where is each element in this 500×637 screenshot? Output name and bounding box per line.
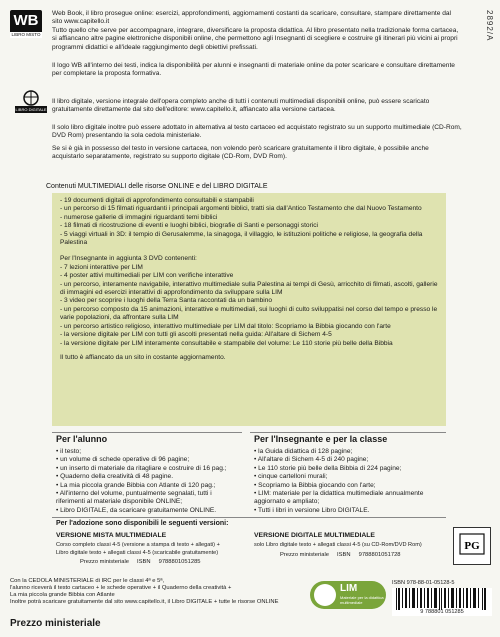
digitale-line1: solo Libro digitale testo + allegati classi 4-5 (su CD-Rom/DVD Rom): [254, 542, 422, 548]
lim-badge: [310, 581, 386, 609]
list-item: - un percorso di 15 filmati riguardanti i principali argomenti biblici, tratti sia dall'Antico Testamento che dal Nuovo Testamento: [60, 205, 422, 213]
list-item: - 18 filmati di ricostruzione di eventi e luoghi biblici, biografie di Santi e personaggi storici: [60, 222, 319, 230]
insegnante-list: [254, 448, 448, 515]
list-item: - un percorso composto da 15 animazioni, interattive e multimediali, sui luoghi di culto sviluppatisi nel corso del tempo e presso le varie popolazioni, da affrontare sulla LIM: [60, 305, 438, 322]
list-item: • Tutti i libri in versione Libro DIGITALE.: [254, 506, 370, 514]
list-item: • Le 110 storie più belle della Bibbia di 224 pagine;: [254, 464, 402, 472]
contents-title: Contenuti MULTIMEDIALI delle risorse ONLINE e del LIBRO DIGITALE: [46, 183, 268, 190]
teacher-intro: Per l'Insegnante in aggiunta 3 DVD contenenti:: [60, 255, 197, 263]
footer-l4: Inoltre potrà scaricare gratuitamente dal sito www.capitello.it, il Libro DIGITALE + tutte le risorse ONLINE: [10, 599, 279, 605]
list-item: - un percorso, interamente navigabile, interattivo multimediale sulla Palestina ai tempi di Gesù, arricchito di filmati, ascolti, gallerie di immagini ed esercizi interattivi di approfondimento da sviluppare sulla LIM: [60, 280, 438, 297]
list-item: - numerose gallerie di immagini riguardanti temi biblici: [60, 213, 218, 221]
list-item: - la versione digitale per LIM interamente consultabile e stampabile del volume: Le 110 storie più belle della Bibbia: [60, 339, 393, 347]
libro-digitale-icon: [14, 88, 48, 114]
site-note: Il tutto è affiancato da un sito in costante aggiornamento.: [60, 353, 226, 361]
footer-l2: l'alunno riceverà il testo cartaceo + le schede operative + il Quaderno della creatività +: [10, 585, 232, 591]
divider-adozione: [52, 517, 446, 518]
barcode: [392, 588, 492, 616]
list-item: • LIM: materiale per la didattica multimediale annualmente aggiornato e ampliato;: [254, 490, 424, 506]
adozione-title: Per l'adozione sono disponibili le seguenti versioni:: [56, 520, 229, 527]
mista-line1: Corso completo classi 4-5 (versione a stampa di testo + allegati) +: [56, 542, 220, 548]
alunno-list: [56, 448, 240, 515]
list-item: - 19 documenti digitali di approfondimento consultabili e stampabili: [60, 197, 254, 204]
lim-sub: Materiale per la didattica multimediale: [340, 595, 384, 605]
digitale-title: VERSIONE DIGITALE MULTIMEDIALE: [254, 532, 375, 539]
list-item: - 4 poster attivi multimediali per LIM con verifiche interattive: [60, 272, 234, 280]
list-item: - la versione digitale per LIM con tutti gli ascolti presentati nella guida: All'altare di Sichem 4-5: [60, 331, 332, 339]
isbn-label: ISBN 978-88-01-05128-5: [392, 580, 455, 586]
logo-sub: LIBRO MISTO: [11, 32, 41, 37]
list-item: - 7 lezioni interattive per LIM: [60, 263, 143, 271]
digitale-line2: Prezzo ministeriale ISBN 9788801051728: [280, 552, 401, 558]
list-item: • un volume di schede operative di 96 pagine;: [56, 456, 190, 464]
list-item: - 5 viaggi virtuali in 3D: il tempio di Gerusalemme, la sinagoga, il villaggio, le istituzioni politiche e religiose, la geografia della Palestina: [60, 230, 423, 247]
list-item: • Libro DIGITALE, da scaricare gratuitamente ONLINE.: [56, 506, 217, 514]
list-item: • cinque cartelloni murali;: [254, 473, 328, 481]
logo-text: WB: [13, 12, 39, 29]
prezzo-ministeriale: Prezzo ministeriale: [10, 618, 101, 629]
webbook-logo: [10, 10, 42, 38]
list-item: • Quaderno della creatività di 48 pagine.: [56, 473, 174, 481]
list-item: - 3 video per scoprire i luoghi della Terra Santa raccontati da un bambino: [60, 297, 273, 305]
intro-p2: Tutto quello che serve per accompagnare, integrare, diversificare la proposta didattica. Al libro presentato nella tradizionale forma cartacea, si affiancano altre pagine elettroniche disponibili online, che permettono agli Insegnanti di scegliere e costruire gli itinerari più vicini ai propri programmi didattici e all'ideale raggiungimento degli obiettivi prefissati.: [52, 27, 459, 51]
lim-title: LIM: [340, 583, 358, 594]
libro-digitale-label: LIBRO DIGITALE: [15, 107, 47, 112]
list-item: - un percorso artistico religioso, interattivo multimediale per LIM dal titolo: Scopriamo la Bibbia giocando con l'arte: [60, 322, 391, 330]
list-item: • la Guida didattica di 128 pagine;: [254, 448, 353, 455]
contents-box: [52, 193, 446, 426]
divider-right: [250, 432, 446, 433]
teacher-dvd-list: [60, 264, 440, 348]
list-item: • All'altare di Sichem 4-5 di 240 pagine;: [254, 456, 369, 464]
intro-p4: Il libro digitale, versione integrale dell'opera completo anche di tutti i contenuti multimediali disponibili online, può essere scaricato gratuitamente direttamente dal sito dell'editore: www.capitello.it, affiancato alla versione cartacea.: [52, 98, 430, 114]
online-resources-list: [60, 197, 440, 247]
publisher-logo: [453, 527, 491, 565]
list-item: • un inserto di materiale da ritagliare e costruire di 16 pag.;: [56, 464, 227, 472]
footer-l3: La mia piccola grande Bibbia con Atlante: [10, 592, 115, 598]
insegnante-title: Per l'Insegnante e per la classe: [254, 434, 388, 444]
svg-text:PG: PG: [464, 540, 480, 552]
alunno-title: Per l'alunno: [56, 434, 108, 444]
list-item: • il testo;: [56, 448, 82, 455]
list-item: • Scopriamo la Bibbia giocando con l'arte;: [254, 481, 376, 489]
intro-p3: Il logo WB all'interno dei testi, indica la disponibilità per alunni e insegnanti di materiale online da poter scaricare e consultare direttamente per completare la proposta formativa.: [52, 62, 455, 78]
intro-p5: Il solo libro digitale inoltre può essere adottato in alternativa al testo cartaceo ed acquistato registrato su un supporto multimediale (CD-Rom, DVD Rom) presentando la sola cedola ministeriale.: [52, 124, 462, 140]
intro-p6: Se si è già in possesso del testo in versione cartacea, non volendo però scaricare gratuitamente il libro digitale, è possibile anche acquistarlo separatamente, registrato su supporto digitale (CD-Rom, DVD Rom).: [52, 145, 429, 161]
list-item: • La mia piccola grande Bibbia con Atlante di 120 pag.;: [56, 481, 216, 489]
mista-line3: Prezzo ministeriale ISBN 9788801051285: [80, 559, 201, 565]
intro-p1: Web Book, il libro prosegue online: esercizi, approfondimenti, aggiornamenti costanti da scaricare, consultare, stampare direttamente dal sito www.capitello.it: [52, 10, 452, 26]
list-item: • All'interno del volume, puntualmente segnalati, tutti i riferimenti al materiale disponibile ONLINE;: [56, 490, 212, 506]
mista-title: VERSIONE MISTA MULTIMEDIALE: [56, 532, 167, 539]
barcode-number: 9 788801 051285: [420, 609, 464, 615]
footer-l1: Con la CEDOLA MINISTERIALE di IRC per le classi 4ª e 5ª,: [10, 578, 165, 584]
side-code: 2892/A: [485, 10, 494, 42]
divider-left: [52, 432, 242, 433]
mista-line2: Libro digitale testo + allegati classi 4-5 (scaricabile gratuitamente): [56, 550, 219, 556]
